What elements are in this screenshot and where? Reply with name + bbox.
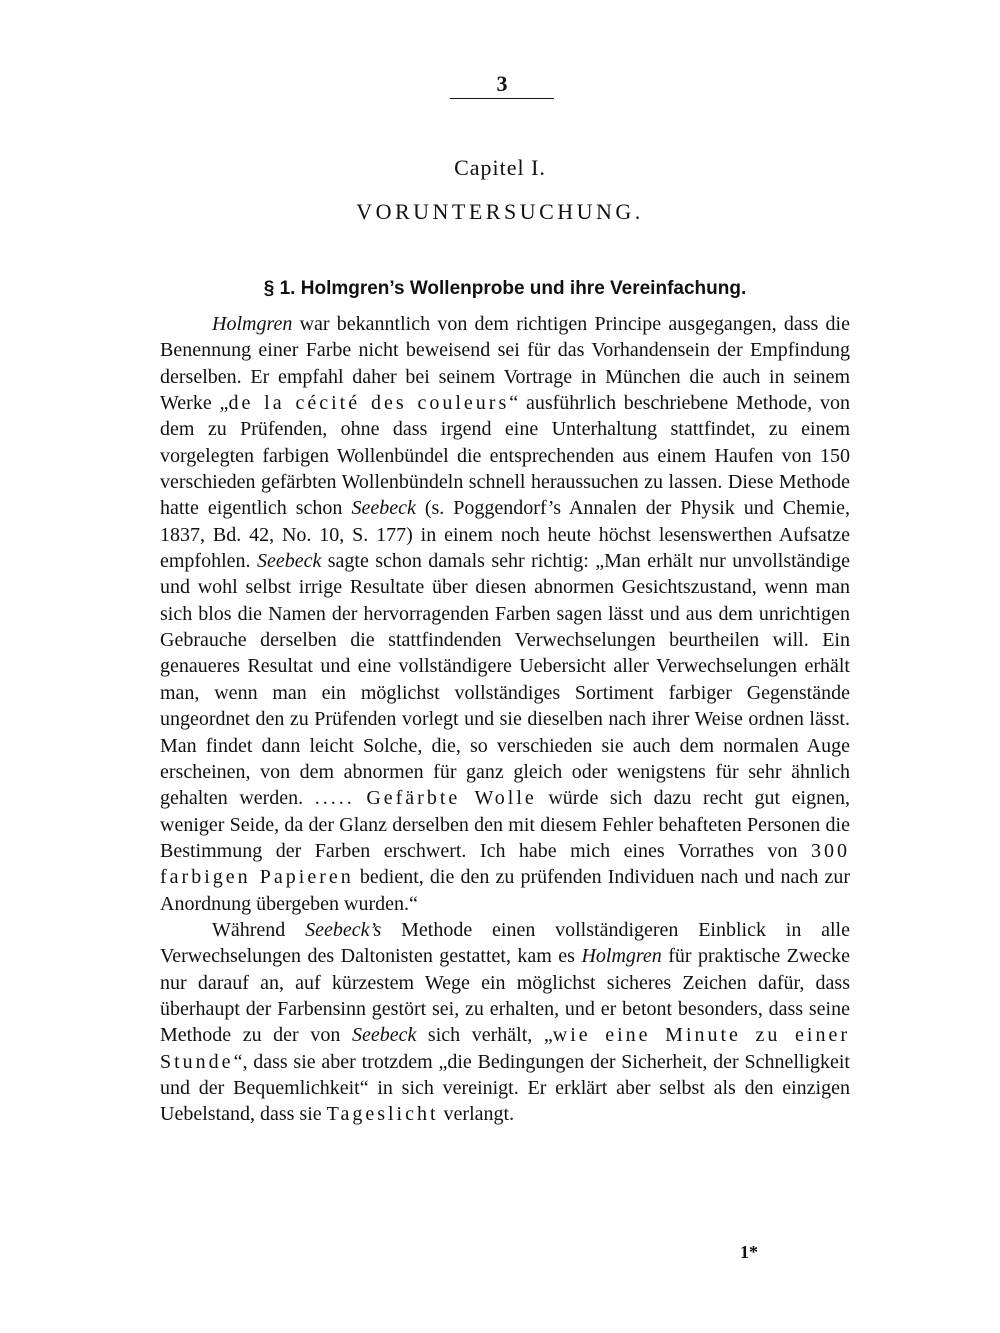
- author-name: Seebeck: [351, 1024, 417, 1047]
- text-segment: würde sich dazu recht gut eignen, weniger Seide, da der Glanz derselben den mit diesem Fehler behafteten Personen die Bestimmung der Farben erschwert. Ich habe mich eines Vorrathes von: [160, 787, 850, 862]
- text-segment: “ ausführlich beschriebene Methode, von dem zu Prüfenden, ohne dass irgend eine Unterhaltung stattfindet, zu einem vorgelegten farbigen Wollenbündel die entsprechenden aus einem Haufen von 150 verschieden gefärbten Wollenbündeln schnell heraussuchen zu lassen. Diese Methode hatte eigentlich schon: [160, 392, 850, 520]
- author-name: Seebeck’s: [305, 918, 382, 941]
- text-segment: [355, 787, 367, 809]
- author-name: Holmgren: [212, 313, 293, 335]
- body-text: [160, 311, 850, 1128]
- text-segment: “, dass sie aber trotzdem „die Bedingungen der Sicherheit, der Schnelligkeit und der Bequemlichkeit“ in sich vereinigt. Er erklärt aber selbst als den einzigen Uebelstand, dass sie: [160, 1050, 850, 1126]
- ellipsis: .....: [314, 787, 355, 810]
- author-name: Seebeck: [256, 550, 322, 573]
- text-segment: Methode einen vollständigeren Einblick in alle Verwechselungen des Daltonisten gestattet, kam es: [160, 918, 850, 968]
- paragraph-2: [160, 917, 850, 1128]
- text-segment: war bekanntlich von dem richtigen Principe ausgegangen, dass die Benennung einer Farbe nicht beweisend sei für das Vorhandensein der Empfindung derselben. Er empfahl daher bei seinem Vortrage in München die auch in seinem Werke „: [160, 313, 850, 415]
- page-number: 3: [496, 71, 508, 96]
- text-segment: verlangt.: [438, 1103, 515, 1126]
- signature-mark: 1*: [740, 1242, 758, 1262]
- text-segment: (s. Poggendorf’s Annalen der Physik und Chemie, 1837, Bd. 42, No. 10, S. 177) in einem noch heute höchst lesenswerthen Aufsatze empfohlen.: [160, 497, 850, 573]
- text-segment: sagte schon damals sehr richtig: „Man erhält nur unvollständige und wohl selbst irrige Resultate über diesen abnormen Gesichtszustand, wenn man sich blos die Namen der hervorragenden Farben sagen lässt und aus dem unrichtigen Gebrauche derselben die stattfindenden Verwechselungen beurtheilen will. Ein genaueres Resultat und eine vollständigere Uebersicht aller Verwechselungen erhält man, wenn man ein möglichst vollständiges Sortiment farbiger Gegenstände ungeordnet den zu Prüfenden vorlegt und sie dieselben nach ihrer Weise ordnen lässt. Man findet dann leicht Solche, die, so verschieden sie auch dem normalen Auge erscheinen, von dem abnormen für ganz gleich oder wenigstens für sehr ähnlich gehalten werden.: [160, 550, 850, 810]
- chapter-title: Capitel I.: [454, 155, 546, 180]
- chapter-subtitle: VORUNTERSUCHUNG.: [356, 199, 644, 224]
- text-segment: für praktische Zwecke nur darauf an, auf kürzestem Wege ein möglichst sicheres Zeichen dafür, dass überhaupt der Farbensinn gestört sei, zu erhalten, und er betont besonders, dass seine Methode zu der von: [160, 945, 850, 1047]
- spaced-text: Tageslicht: [326, 1103, 439, 1126]
- section-heading: § 1. Holmgren’s Wollenprobe und ihre Vereinfachung.: [263, 278, 747, 299]
- text-segment: sich verhält, „: [416, 1024, 553, 1047]
- text-segment: Während: [212, 918, 306, 941]
- paragraph-1: [160, 311, 850, 917]
- spaced-text: wie eine Minute zu einer Stunde: [160, 1024, 850, 1073]
- author-name: Holmgren: [581, 945, 662, 968]
- spaced-title: de la cécité des couleurs: [228, 392, 510, 415]
- spaced-text: 300 farbigen Papieren: [160, 839, 850, 889]
- text-segment: bedient, die den zu prüfenden Individuen nach und nach zur Anordnung übergeben wurden.“: [160, 866, 850, 915]
- header-rule: [450, 98, 554, 99]
- author-name: Seebeck: [351, 497, 416, 520]
- spaced-text: Gefärbte Wolle: [366, 787, 537, 810]
